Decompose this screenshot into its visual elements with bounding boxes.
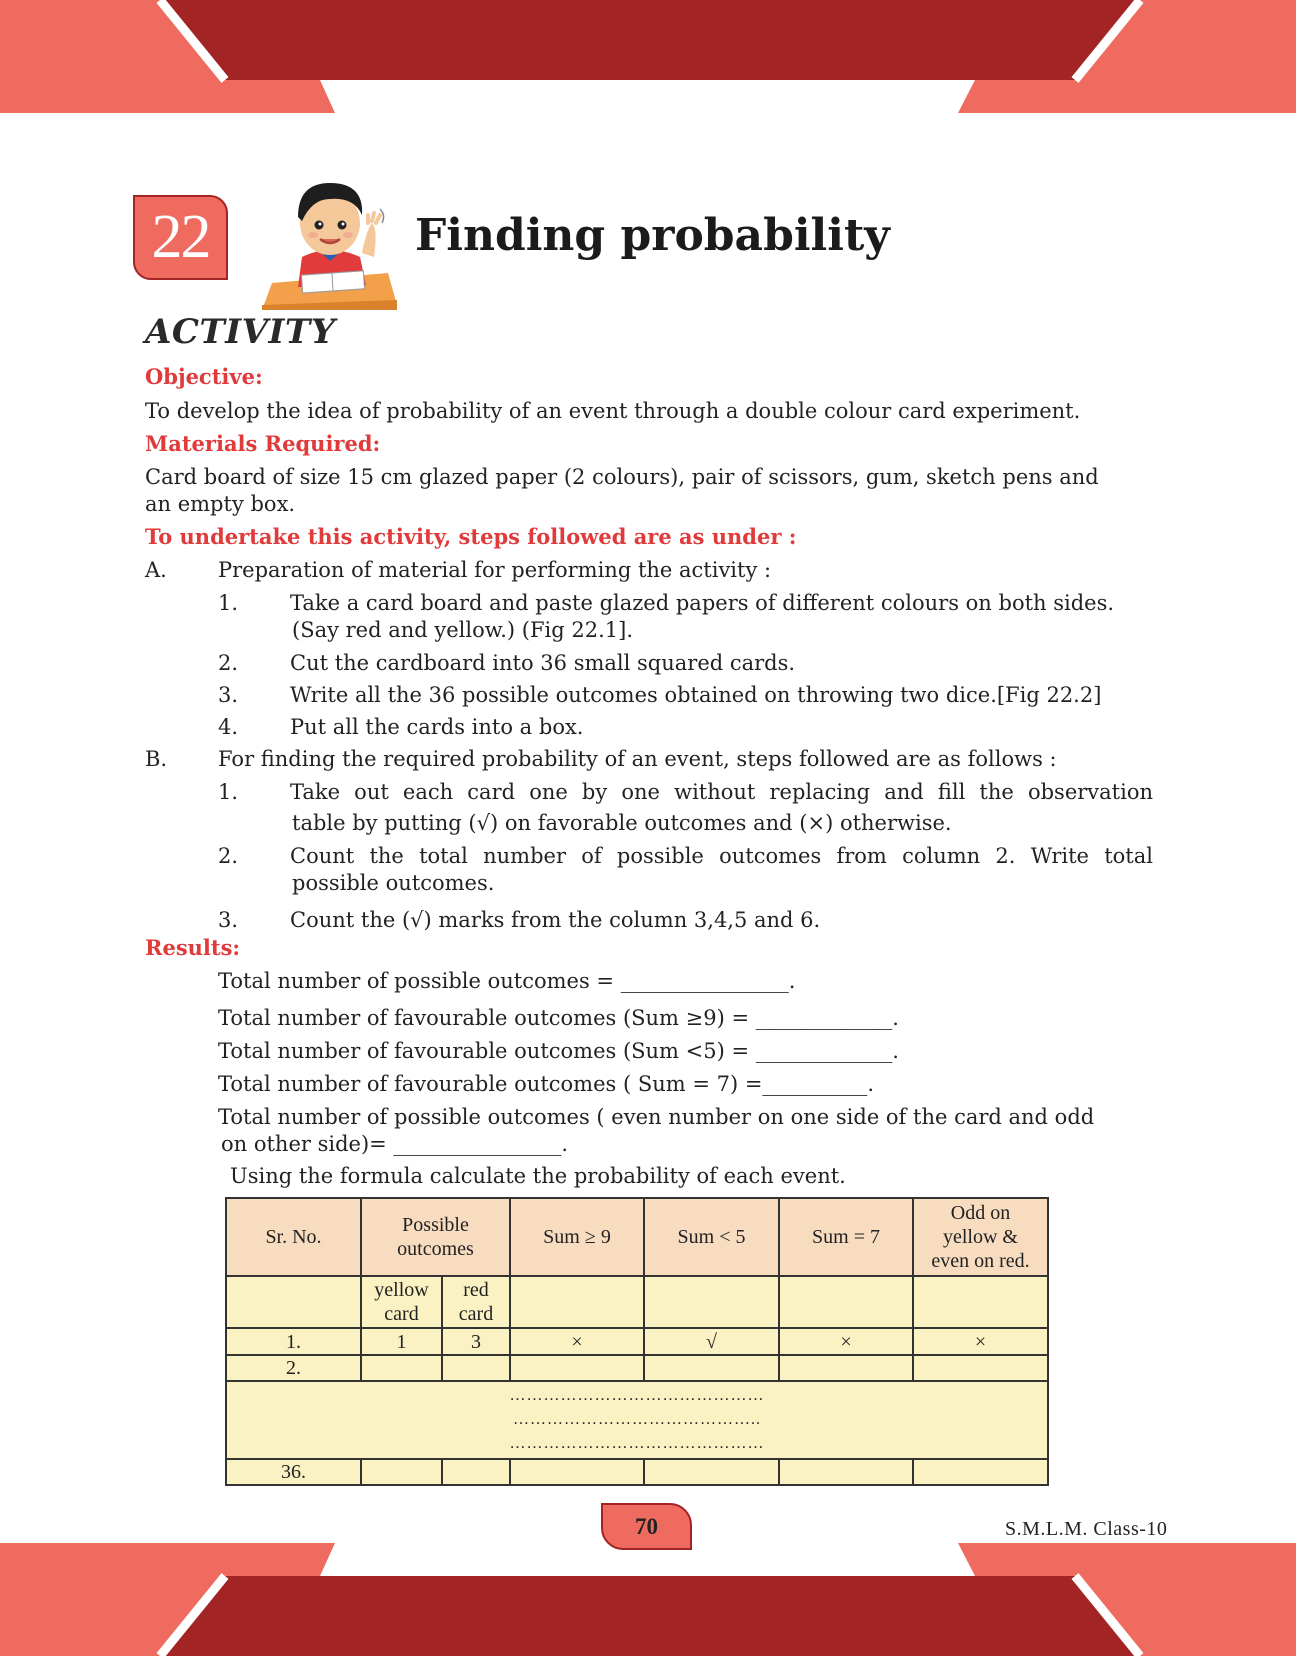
results-line-3: Total number of favourable outcomes (Sum <5) = _____________. xyxy=(218,1039,899,1063)
subheader-red-card: red card xyxy=(442,1276,510,1328)
results-line-1: Total number of possible outcomes = ________________. xyxy=(218,969,796,993)
results-line-2: Total number of favourable outcomes (Sum ≥9) = _____________. xyxy=(218,1006,899,1030)
section-heading: ACTIVITY xyxy=(145,312,336,352)
observation-table xyxy=(225,1197,1049,1486)
results-line-4: Total number of favourable outcomes ( Sum = 7) =__________. xyxy=(218,1072,875,1096)
results-line-6: on other side)= ________________. xyxy=(221,1132,569,1156)
header-sum-eq-7: Sum = 7 xyxy=(779,1198,913,1276)
table-header-row xyxy=(226,1198,1048,1276)
materials-line-2: an empty box. xyxy=(145,492,296,516)
step-b-1-num: 1. xyxy=(218,780,239,804)
header-sum-lt-5: Sum < 5 xyxy=(644,1198,779,1276)
table-row: 2. xyxy=(226,1355,1048,1381)
header-possible-outcomes: Possible outcomes xyxy=(361,1198,510,1276)
chapter-title: Finding probability xyxy=(415,210,890,261)
step-a-2-num: 2. xyxy=(218,651,239,675)
step-b-1-line-1: Take out each card one by one without replacing and fill the observation xyxy=(290,780,1153,804)
step-a-2-text: Cut the cardboard into 36 small squared cards. xyxy=(290,651,796,675)
results-line-5: Total number of possible outcomes ( even number on one side of the card and odd xyxy=(218,1105,1095,1129)
step-a-4-text: Put all the cards into a box. xyxy=(290,715,584,739)
step-a-3-text: Write all the 36 possible outcomes obtained on throwing two dice.[Fig 22.2] xyxy=(290,683,1102,707)
table-subheader-row xyxy=(226,1276,1048,1328)
book-label: S.M.L.M. Class-10 xyxy=(1005,1518,1168,1540)
step-b-2-line-1: Count the total number of possible outcomes from column 2. Write total xyxy=(290,844,1153,868)
footer-decoration xyxy=(0,1541,1296,1656)
step-b-2-num: 2. xyxy=(218,844,239,868)
step-a-label: A. xyxy=(145,558,167,582)
header-odd-even: Odd on yellow & even on red. xyxy=(913,1198,1048,1276)
header-sr-no: Sr. No. xyxy=(226,1198,361,1276)
step-b-3-text: Count the (√) marks from the column 3,4,5 and 6. xyxy=(290,908,821,932)
step-b-3-num: 3. xyxy=(218,908,239,932)
step-b-label: B. xyxy=(145,747,168,771)
step-b-text: For finding the required probability of an event, steps followed are as follows : xyxy=(218,747,1057,771)
results-line-7: Using the formula calculate the probability of each event. xyxy=(230,1164,846,1188)
header-decoration xyxy=(0,0,1296,115)
materials-heading: Materials Required: xyxy=(145,431,381,456)
step-a-text: Preparation of material for performing the activity : xyxy=(218,558,772,582)
step-a-3-num: 3. xyxy=(218,683,239,707)
step-b-1-line-2: table by putting (√) on favorable outcomes and (×) otherwise. xyxy=(292,811,952,835)
subheader-yellow-card: yellow card xyxy=(361,1276,442,1328)
header-sum-ge-9: Sum ≥ 9 xyxy=(510,1198,644,1276)
step-a-1-num: 1. xyxy=(218,591,239,615)
objective-text: To develop the idea of probability of an event through a double colour card experiment. xyxy=(145,399,1081,423)
table-row: 1. 1 3 × √ × × xyxy=(226,1328,1048,1355)
step-a-1-line-1: Take a card board and paste glazed papers of different colours on both sides. xyxy=(290,591,1115,615)
results-heading: Results: xyxy=(145,935,241,960)
table-row: 36. xyxy=(226,1459,1048,1485)
table-ellipsis-row: ……………………………………… …………………………………….. ……………………………………… xyxy=(226,1381,1048,1459)
steps-heading: To undertake this activity, steps followed are as under : xyxy=(145,524,797,549)
chapter-number-badge: 22 xyxy=(133,195,228,280)
step-b-2-line-2: possible outcomes. xyxy=(292,871,495,895)
page-number: 70 xyxy=(601,1503,692,1550)
step-a-4-num: 4. xyxy=(218,715,239,739)
objective-heading: Objective: xyxy=(145,364,263,389)
student-illustration xyxy=(262,165,402,310)
materials-line-1: Card board of size 15 cm glazed paper (2 colours), pair of scissors, gum, sketch pens and xyxy=(145,465,1099,489)
step-a-1-line-2: (Say red and yellow.) (Fig 22.1]. xyxy=(292,618,634,642)
